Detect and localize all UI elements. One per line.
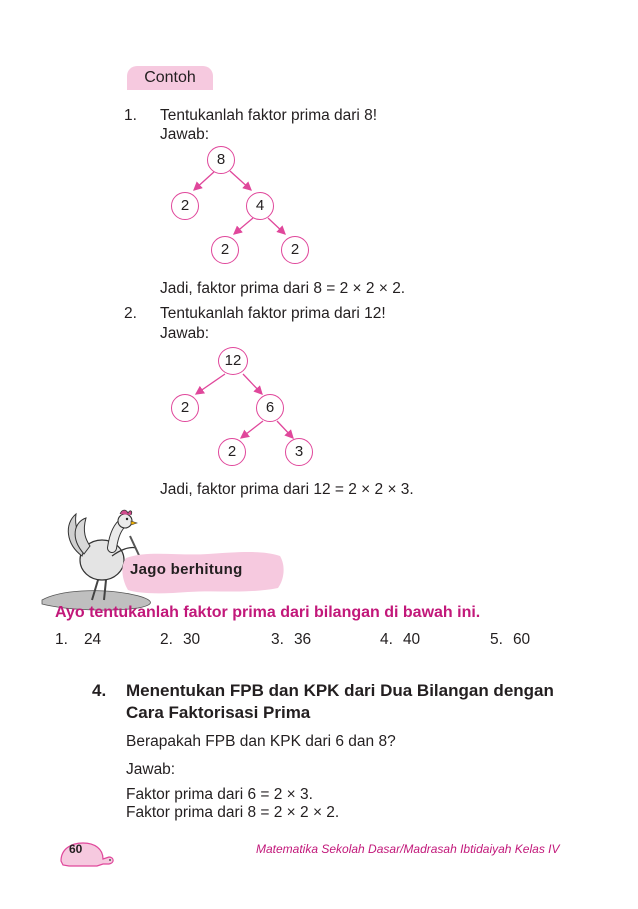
exercise-value: 36 [293,631,312,648]
tree2-root-node: 12 [218,347,248,375]
exercise-value: 24 [83,631,102,648]
page-number: 60 [69,842,83,856]
tree2-leaf-left-node: 2 [218,438,246,466]
exercise-number: 1. [55,631,68,648]
exercise-item [55,631,101,649]
tree1-leaf-right-node: 2 [281,236,309,264]
example-2-conclusion: Jadi, faktor prima dari 12 = 2 × 2 × 3. [160,481,414,498]
exercise-number: 3. [271,631,284,648]
section-line-1: Faktor prima dari 6 = 2 × 3. [126,786,313,803]
tree1-edge-root-left [194,171,215,190]
section-title-line-2: Cara Faktorisasi Prima [126,703,311,722]
tree1-edge-mid-left [234,218,253,234]
tree2-leaf-right-node: 3 [285,438,313,466]
tree2-edge-root-left [196,374,225,394]
exercise-item [380,631,420,649]
exercise-number: 2. [160,631,173,648]
example-1-question: Tentukanlah faktor prima dari 8! [160,107,378,124]
exercise-item [271,631,311,649]
exercise-value: 60 [512,631,531,648]
tree2-edge-root-right [243,374,262,394]
book-title: Matematika Sekolah Dasar/Madrasah Ibtidaiyah Kelas IV [256,842,560,856]
section-title-line-1: Menentukan FPB dan KPK dari Dua Bilangan dengan [126,681,554,700]
exercise-item [490,631,530,649]
example-1-number: 1. [124,107,137,124]
exercise-value: 40 [402,631,421,648]
banner-title: Jago berhitung [130,561,243,578]
exercise-number: 4. [380,631,393,648]
tree1-root-node: 8 [207,146,235,174]
tree1-edge-root-right [230,171,251,190]
example-1-conclusion: Jadi, faktor prima dari 8 = 2 × 2 × 2. [160,280,406,297]
section-line-2: Faktor prima dari 8 = 2 × 2 × 2. [126,804,340,821]
tree2-left-node: 2 [171,394,199,422]
exercise-instruction: Ayo tentukanlah faktor prima dari bilangan di bawah ini. [55,604,481,621]
tree2-edge-mid-right [277,421,293,438]
tree1-edge-mid-right [268,218,285,234]
turtle-page-badge [57,841,117,867]
tree1-right-node: 4 [246,192,274,220]
tree2-right-node: 6 [256,394,284,422]
tree1-left-node: 2 [171,192,199,220]
example-1-answer-label: Jawab: [160,126,210,143]
section-answer-label: Jawab: [126,761,176,778]
example-2-question: Tentukanlah faktor prima dari 12! [160,305,386,322]
section-number: 4. [92,681,107,700]
example-2-number: 2. [124,305,137,322]
tree1-leaf-left-node: 2 [211,236,239,264]
exercise-number: 5. [490,631,503,648]
example-2-answer-label: Jawab: [160,325,210,342]
exercise-value: 30 [182,631,201,648]
tree2-edge-mid-left [241,421,263,438]
exercise-item [160,631,200,649]
section-question: Berapakah FPB dan KPK dari 6 dan 8? [126,733,396,750]
contoh-label: Contoh [127,66,213,90]
